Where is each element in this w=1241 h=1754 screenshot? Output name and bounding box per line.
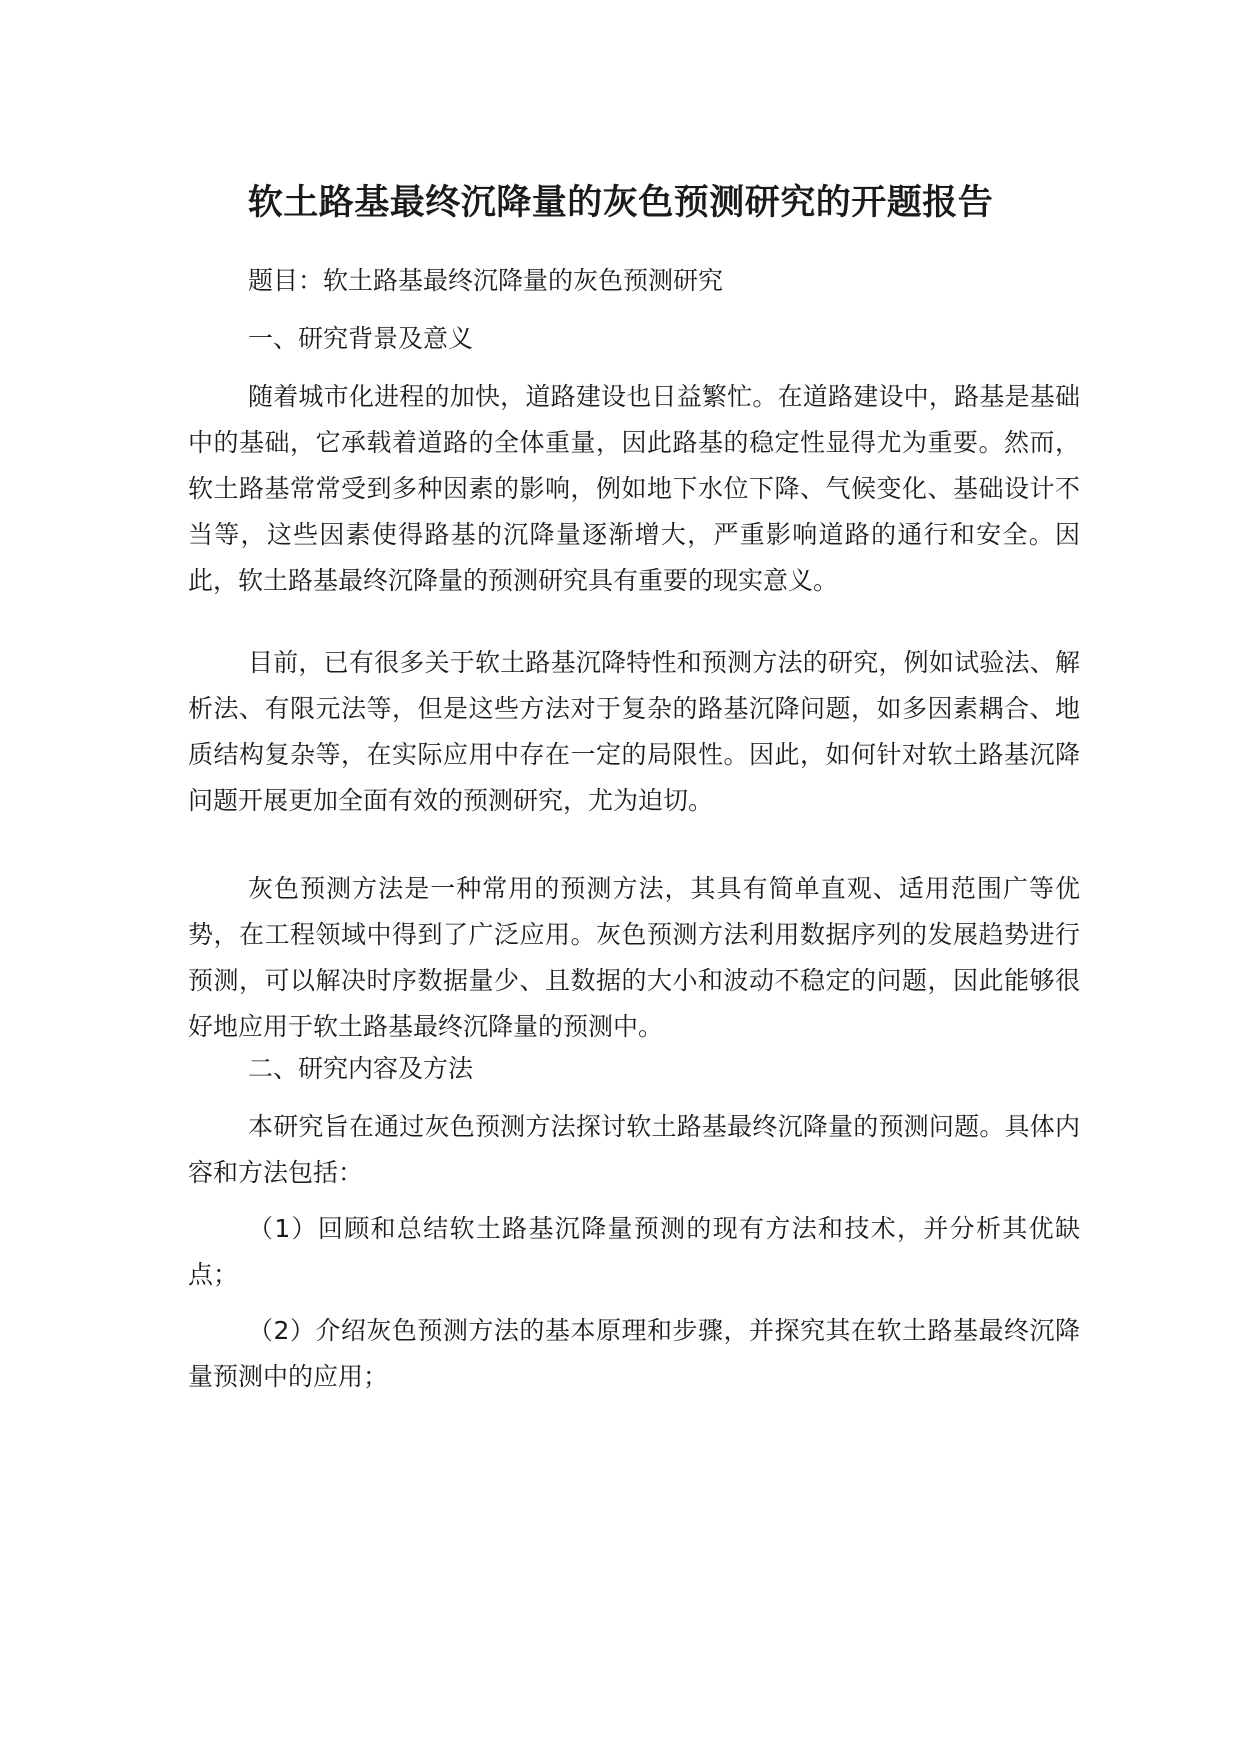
paragraph-background-2: 目前，已有很多关于软土路基沉降特性和预测方法的研究，例如试验法、解析法、有限元法等，但是这些方法对于复杂的路基沉降问题，如多因素耦合、地质结构复杂等，在实际应用中存在一定的局限性。因此，如何针对软土路基沉降问题开展更加全面有效的预测研究，尤为迫切。 (188, 648, 1080, 815)
paragraph-background-1: 随着城市化进程的加快，道路建设也日益繁忙。在道路建设中，路基是基础中的基础，它承载着道路的全体重量，因此路基的稳定性显得尤为重要。然而，软土路基常常受到多种因素的影响，例如地下水位下降、气候变化、基础设计不当等，这些因素使得路基的沉降量逐渐增大，严重影响道路的通行和安全。因此，软土路基最终沉降量的预测研究具有重要的现实意义。 (188, 382, 1080, 595)
paragraph-content-intro: 本研究旨在通过灰色预测方法探讨软土路基最终沉降量的预测问题。具体内容和方法包括： (188, 1112, 1080, 1187)
document-title: 软土路基最终沉降量的灰色预测研究的开题报告 (247, 183, 994, 223)
list-item-1: （1）回顾和总结软土路基沉降量预测的现有方法和技术，并分析其优缺点； (188, 1214, 1080, 1289)
list-item-2: （2）介绍灰色预测方法的基本原理和步骤，并探究其在软土路基最终沉降量预测中的应用； (188, 1316, 1080, 1391)
paragraph-background-3: 灰色预测方法是一种常用的预测方法，其具有简单直观、适用范围广等优势，在工程领域中得到了广泛应用。灰色预测方法利用数据序列的发展趋势进行预测，可以解决时序数据量少、且数据的大小和波动不稳定的问题，因此能够很好地应用于软土路基最终沉降量的预测中。 (188, 874, 1080, 1041)
section-heading-background: 一、研究背景及意义 (248, 324, 474, 353)
section-heading-content: 二、研究内容及方法 (248, 1054, 474, 1083)
topic-line: 题目：软土路基最终沉降量的灰色预测研究 (248, 266, 724, 295)
